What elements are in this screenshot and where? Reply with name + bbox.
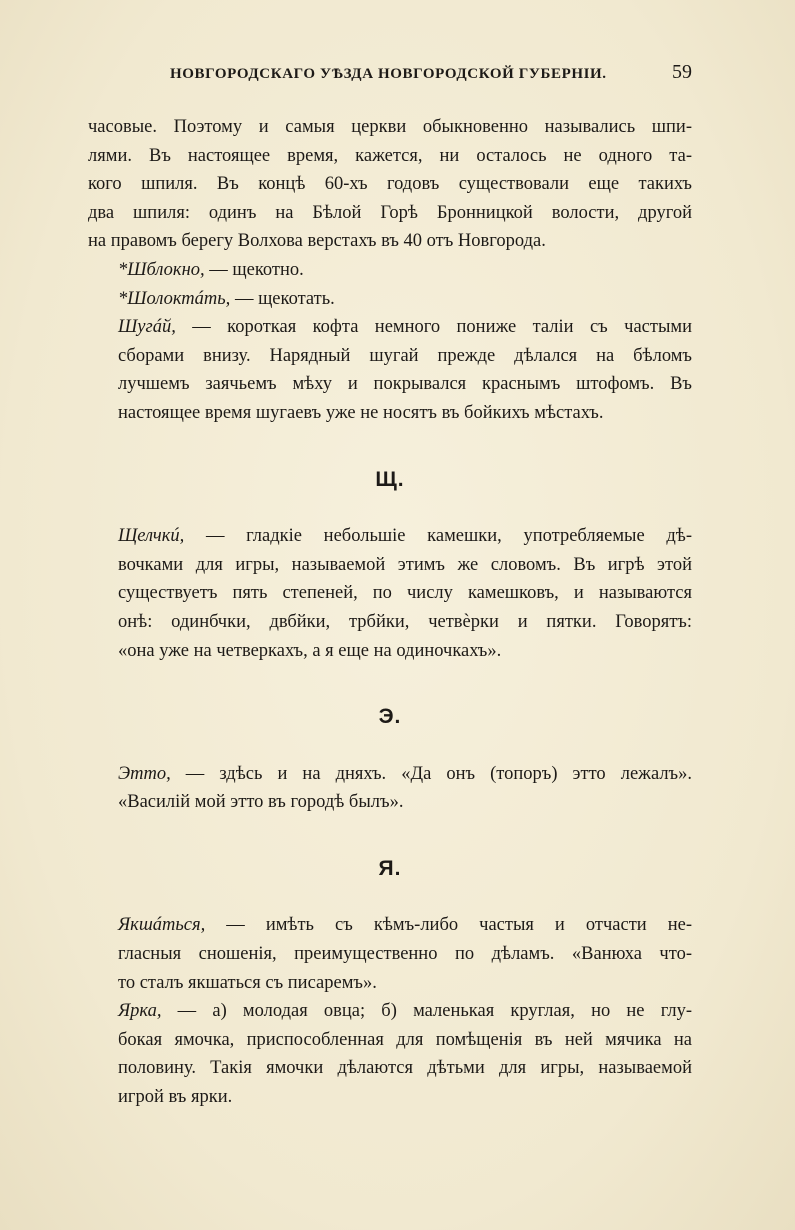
text-line: «Василій мой этто въ городѣ былъ». xyxy=(118,792,404,813)
definition: — короткая кофта немного пониже таліи съ частыми xyxy=(175,317,692,338)
text-line: гласныя сношенія, преимущественно по дѣламъ. «Ванюха что- xyxy=(118,944,692,965)
spacer xyxy=(88,817,692,855)
section-heading-e: Э. xyxy=(378,705,402,729)
definition: — щекотать. xyxy=(230,288,335,309)
text-line: настоящее время шугаевъ уже не носятъ въ бойкихъ мѣстахъ. xyxy=(118,402,604,423)
paragraph-shpil xyxy=(88,113,692,256)
headword: Ярка, xyxy=(118,1001,162,1022)
text-line: сборами внизу. Нарядный шугай прежде дѣлался на бѣломъ xyxy=(118,345,692,366)
text-line xyxy=(88,522,692,551)
text-line: кого шпиля. Въ концѣ 60-хъ годовъ существовали еще такихъ xyxy=(88,174,692,195)
definition: — а) молодая овца; б) маленькая круглая, но не глу- xyxy=(161,1001,692,1022)
text-line: часовые. Поэтому и самыя церкви обыкновенно назывались шпи- xyxy=(88,117,692,137)
headword: Щелчкú, xyxy=(118,526,185,547)
running-title: НОВГОРОДСКАГО УѢЗДА НОВГОРОДСКОЙ ГУБЕРНІИ. xyxy=(170,66,607,82)
text-line: половину. Такія ямочки дѣлаются дѣтьми для игры, называемой xyxy=(118,1058,692,1079)
text-line: лучшемъ заячьемъ мѣху и покрывался краснымъ штофомъ. Въ xyxy=(118,374,692,395)
spacer xyxy=(88,665,692,703)
entry-sholokno xyxy=(88,256,692,285)
text-line xyxy=(88,997,692,1026)
headword: Шугáй, xyxy=(118,317,176,338)
definition: — имѣть съ кѣмъ-либо частыя и отчасти не- xyxy=(205,915,692,936)
text-line: то сталъ якшаться съ писаремъ». xyxy=(118,972,377,993)
text-line: лями. Въ настоящее время, кажется, ни осталось не одного та- xyxy=(88,145,692,166)
spacer xyxy=(88,883,692,911)
text-line: вочками для игры, называемой этимъ же словомъ. Въ игрѣ этой xyxy=(118,554,692,575)
text-line xyxy=(88,256,692,285)
definition: — здѣсь и на дняхъ. «Да онъ (топоръ) этто лежалъ». xyxy=(170,763,692,784)
text-line: существуетъ пять степеней, по числу камешковъ, и называются xyxy=(118,583,692,604)
text-line xyxy=(88,911,692,940)
entry-sholoktat xyxy=(88,285,692,314)
entry-etto xyxy=(88,760,692,817)
spacer xyxy=(88,428,692,466)
definition: — гладкіе небольшіе камешки, употребляемые дѣ- xyxy=(184,526,692,547)
headword: *Шблокно, xyxy=(118,259,205,280)
definition: — щекотно. xyxy=(204,259,304,280)
entry-yarka xyxy=(88,997,692,1111)
page-body xyxy=(88,113,692,1112)
text-line xyxy=(88,760,692,789)
running-header xyxy=(88,62,692,90)
entry-yakshatsya xyxy=(88,911,692,997)
entry-shugai xyxy=(88,313,692,427)
text-line: два шпиля: одинъ на Бѣлой Горѣ Бронницкой волости, другой xyxy=(88,202,692,223)
entry-shchelki xyxy=(88,522,692,665)
text-line: бокая ямочка, приспособленная для помѣщенія въ ней мячика на xyxy=(118,1029,692,1050)
spacer xyxy=(88,732,692,760)
section-heading-ya: Я. xyxy=(378,856,402,880)
headword: Якшáться, xyxy=(118,915,206,936)
spacer xyxy=(88,494,692,522)
text-line xyxy=(88,285,692,314)
text-line xyxy=(88,313,692,342)
text-line: онѣ: одинбчки, двбйки, трбйки, четвѐрки и пятки. Говорятъ: xyxy=(118,611,692,632)
headword: Этто, xyxy=(118,763,171,784)
text-line: «она уже на четверкахъ, а я еще на одиночкахъ». xyxy=(118,640,502,661)
section-heading-shch: Щ. xyxy=(375,467,405,491)
text-line: игрой въ ярки. xyxy=(118,1087,233,1108)
page-number: 59 xyxy=(672,61,692,83)
headword: *Шолоктáть, xyxy=(118,288,231,309)
text-line: на правомъ берегу Волхова верстахъ въ 40 отъ Новгорода. xyxy=(88,231,546,252)
